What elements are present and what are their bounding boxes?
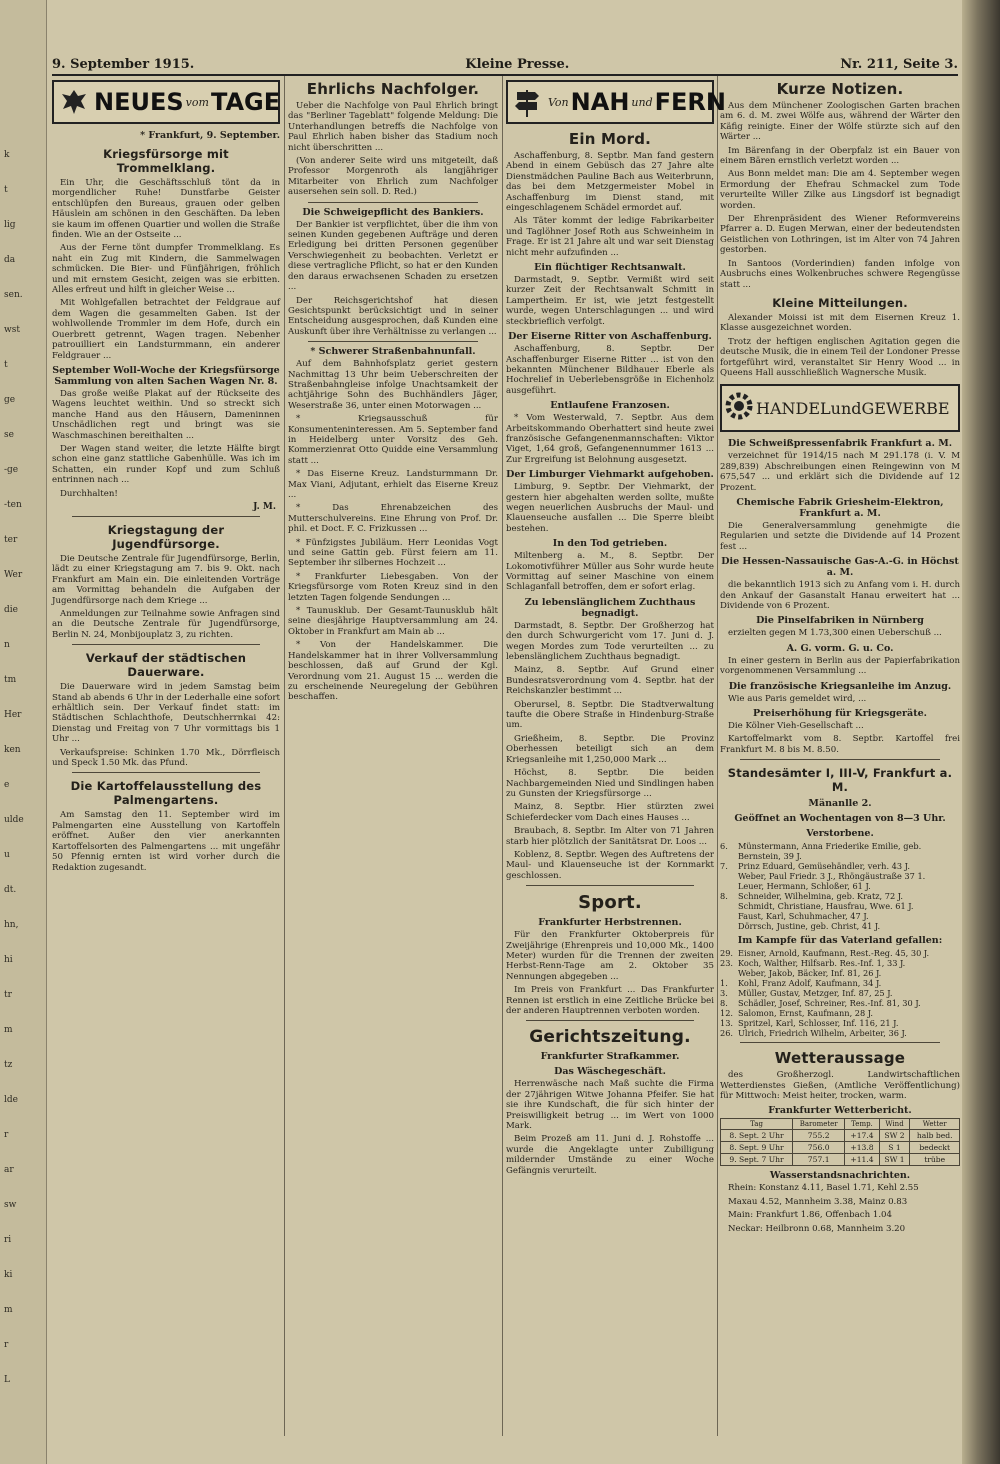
table-cell: trübe	[910, 1154, 960, 1166]
article-subtitle: Frankfurter Strafkammer.	[540, 1051, 680, 1063]
masthead-issue: Nr. 211, Seite 3.	[840, 57, 958, 72]
adjacent-page-fragment: -ten	[4, 500, 22, 510]
table-row	[721, 1154, 960, 1166]
list-item-number: 8.	[720, 891, 728, 902]
article-title: Die Schweißpressenfabrik Frankfurt a. M.	[727, 438, 953, 450]
table-header-cell: Barometer	[793, 1119, 845, 1130]
article-body	[506, 1079, 714, 1176]
list-item-text: Müller, Gustav, Metzger, Inf. 87, 25 J.	[738, 988, 893, 999]
paragraph: * Fünfzigstes Jubiläum. Herr Leonidas Vogt und seine Gattin geb. Fürst feiern am 11. September ihr silbernes Hochzeit ...	[288, 537, 498, 569]
table-cell: bedeckt	[910, 1142, 960, 1154]
paragraph: * Kriegsausschuß für Konsumenteninteressen. Am 5. September fand in Heidelberg unter Vorsitz des Geh. Kommerzienrat Otto Quidde eine Versammlung statt ...	[288, 414, 498, 466]
section-title-part: vom	[185, 95, 209, 109]
column-3	[506, 76, 726, 1441]
list-item-number: 29.	[720, 948, 734, 959]
adjacent-page-fragment: k	[4, 150, 10, 160]
article-title: Chemische Fabrik Griesheim-Elektron, Frankfurt a. M.	[736, 496, 944, 519]
list-item-text: Weber, Jakob, Bäcker, Inf. 81, 26 J.	[738, 968, 882, 979]
adjacent-page-fragment: ri	[4, 1235, 12, 1245]
adjacent-page-fragment: t	[4, 185, 8, 195]
page-edge	[962, 0, 1000, 1464]
adjacent-page-fragment: Her	[4, 710, 22, 720]
list-item-text: Salomon, Ernst, Kaufmann, 28 J.	[738, 1008, 874, 1019]
adjacent-page-fragment: m	[4, 1305, 13, 1315]
list-heading: Im Kampfe für das Vaterland gefallen:	[737, 935, 943, 947]
article-title: Zu lebenslänglichem Zuchthaus begnadigt.	[524, 596, 696, 619]
paragraph: Aschaffenburg, 8. Septbr. Der Aschaffenburger Eiserne Ritter ... ist von den bekannten Münchener Bildhauer Eberle als Hochrelief in Ueberlebensgröße in Eichenholz ausgeführt.	[506, 344, 714, 396]
list-item-number: 8.	[720, 998, 728, 1009]
paragraph: Der Ehrenpräsident des Wiener Reformvereins Pfarrer a. D. Eugen Merwan, einer der bedeutendsten Geistlichen von Lothringen, ist im Alter von 74 Jahren gestorben.	[720, 214, 960, 256]
list-item-number	[720, 921, 738, 931]
list-item	[720, 861, 960, 871]
paragraph: Wie aus Paris gemeldet wird, ...	[728, 693, 867, 704]
paragraph: Oberursel, 8. Septbr. Die Stadtverwaltung taufte die Obere Straße in Hindenburg-Straße um.	[506, 699, 714, 731]
paragraph: * Das Eiserne Kreuz. Landsturmmann Dr. Max Viani, Adjutant, erhielt das Eiserne Kreuz ...	[288, 469, 498, 500]
adjacent-page-fragment: L	[4, 1375, 10, 1385]
paragraph: Durchhalten!	[60, 488, 118, 499]
section-title-part: HANDEL	[756, 398, 831, 418]
list-item	[720, 1028, 960, 1038]
weather-forecast: des Großherzogl. Landwirtschaftlichen Wetterdienstes Gießen, (Amtliche Veröffentlichung) für Mittwoch: Meist heiter, trocken, warm.	[720, 1070, 960, 1102]
paragraph: Auf dem Bahnhofsplatz geriet gestern Nachmittag 13 Uhr beim Ueberschreiten der Straßenbahngleise infolge Unachtsamkeit der achtjährige Sohn des Buchhändlers Jäger, Weserstraße 36, unter einen Motorwagen ...	[288, 359, 498, 411]
masthead	[52, 54, 958, 76]
paragraph: Aus Bonn meldet man: Die am 4. September wegen Ermordung der Ehefrau Schmackel zum Tode verurteilte Willer Zilke aus Lingsdorf ist begnadigt worden.	[720, 169, 960, 211]
table-row	[721, 1142, 960, 1154]
market-note: Kartoffelmarkt vom 8. Septbr. Kartoffel frei Frankfurt M. 8 bis M. 8.50.	[720, 734, 960, 755]
paragraph: Grießheim, 8. Septbr. Die Provinz Oberhessen beteiligt sich an dem Kriegsanleihe mit 1,250,000 Mark ...	[506, 733, 714, 765]
adjacent-page-fragment: t	[4, 360, 8, 370]
list-item-number: 13.	[720, 1018, 734, 1029]
table-cell: +13.8	[845, 1142, 879, 1154]
article-signature: J. M.	[253, 501, 276, 512]
paragraph: Miltenberg a. M., 8. Septbr. Der Lokomotivführer Müller aus Sohr wurde heute Vormittag auf seiner Maschine von einem Schlaganfall betroffen, dem er sofort erlag.	[506, 551, 714, 593]
column-rule	[717, 76, 718, 1436]
article-title: Kurze Notizen.	[776, 80, 904, 98]
list-item	[720, 988, 960, 998]
article-title: Kleine Mitteilungen.	[772, 295, 908, 310]
list-item-number: 26.	[720, 1028, 734, 1039]
section-header-von-nah-und-fern	[506, 80, 726, 124]
paragraph: Trotz der heftigen englischen Agitation gegen die deutsche Musik, die in einem Teil der Londoner Presse fortgeführt wird, veranstaltet Sir Henry Wood ... in Queens Hall ausschließlich Wagnersche Musik.	[720, 336, 960, 378]
adjacent-page-fragment: se	[4, 430, 14, 440]
article-body	[720, 313, 960, 378]
death-notice-list	[720, 841, 960, 931]
list-item-text: Weber, Paul Friedr. 3 J., Rhöngäustraße 37 1.	[738, 871, 926, 882]
paragraph: Aus dem Münchener Zoologischen Garten brachen am 6. d. M. zwei Wölfe aus, während der Wärter den Käfig reinigte. Einer der Wölfe stürzte sich auf den Wärter ...	[720, 101, 960, 143]
column-1	[52, 76, 280, 1441]
section-title-court: Gerichtszeitung.	[529, 1027, 691, 1048]
article-title: Kriegsfürsorge mit Trommelklang.	[103, 147, 229, 175]
paragraph: Der Reichsgerichtshof hat diesen Gesichtspunkt berücksichtigt und in seiner Entscheidung ausgesprochen, daß Kunden eine Auskunft über ihre Verhältnisse zu verlangen ...	[288, 295, 498, 337]
adjacent-page-fragment: sen.	[4, 290, 23, 300]
article-title: Die Kartoffelausstellung des Palmengartens.	[70, 779, 262, 808]
list-item-number	[720, 901, 738, 911]
paragraph: Die Deutsche Zentrale für Jugendfürsorge, Berlin, lädt zu einer Kriegstagung am 7. bis 9. Okt. nach Frankfurt am Main ein. Die einleitenden Vorträge am Vormittag behandeln die Aufgaben der Jugendfürsorge nach dem Kriege ...	[52, 553, 280, 606]
list-item-text: Faust, Karl, Schuhmacher, 47 J.	[738, 911, 869, 922]
list-item	[720, 1008, 960, 1018]
table-cell: 8. Sept. 2 Uhr	[721, 1130, 793, 1142]
list-item-text: Prinz Eduard, Gemüsehändler, verh. 43 J.	[738, 861, 910, 872]
paragraph: In einer gestern in Berlin aus der Papierfabrikation vorgenommenen Versammlung ...	[720, 655, 960, 677]
column-2	[288, 76, 498, 1441]
paragraph: Darmstadt, 9. Septbr. Vermißt wird seit kurzer Zeit der Rechtsanwalt Schmitt in Lampertheim. Er ist, wie jetzt festgestellt wurde, wegen Unterschlagungen ... und wird steckbrieflich verfolgt.	[506, 275, 714, 327]
paragraph: * Taunusklub. Der Gesamt-Taunusklub hält seine diesjährige Hauptversammlung am 24. Oktober in Frankfurt am Main ab ...	[288, 606, 498, 637]
paragraph: Herrenwäsche nach Maß suchte die Firma der 27jährigen Witwe Johanna Pfeifer. Sie hat sie ihre Kundschaft, die für sich hinter der Preiswilligkeit betrug ... im Wert von 1000 Mark.	[506, 1079, 714, 1132]
adjacent-page-fragment: Wer	[4, 570, 23, 580]
paragraph: Am Samstag den 11. September wird im Palmengarten eine Ausstellung von Kartoffeln eröffnet. Außer den vier anerkannten Kartoffelsorten des Palmengartens ... mit ungefähr 50 Pfennig ernten ist wird vorher durch die Redaktion zugesandt.	[52, 810, 280, 873]
paragraph: Der Bankier ist verpflichtet, über die ihm von seinen Kunden gegebenen Aufträge und deren Erledigung bei dritten Personen gegenüber Verschwiegenheit zu beobachten. Verletzt er diese vertragliche Pflicht, so hat er den Kunden den daraus erwachsenen Schaden zu ersetzen ...	[288, 219, 498, 293]
water-level-list	[720, 1183, 960, 1234]
list-item-text: Dörrsch, Justine, geb. Christ, 41 J.	[738, 921, 881, 932]
article-body	[506, 275, 714, 327]
column-rule	[502, 76, 503, 1436]
paragraph: Maxau 4.52, Mannheim 3.38, Mainz 0.83	[728, 1196, 908, 1207]
list-item-text: Leuer, Hermann, Schloßer, 61 J.	[738, 881, 871, 892]
table-header-cell: Temp.	[845, 1119, 879, 1130]
paragraph: Anmeldungen zur Teilnahme sowie Anfragen sind an die Deutsche Zentrale für Jugendfürsorge, Berlin N. 24, Monbijouplatz 3, zu richten.	[52, 609, 280, 640]
adjacent-page-fragment: wst	[4, 325, 20, 335]
list-item	[720, 901, 960, 911]
list-item-number: 7.	[720, 861, 728, 872]
list-item-number: 12.	[720, 1008, 734, 1019]
article-body	[720, 580, 960, 611]
article-body	[506, 344, 714, 396]
table-title: Frankfurter Wetterbericht.	[768, 1105, 912, 1117]
article-body	[506, 413, 714, 465]
article-body	[288, 359, 498, 703]
paragraph: Darmstadt, 8. Septbr. Der Großherzog hat den durch Schwurgericht vom 17. Juni d. J. wegen Mordes zum Tode verurteilten ... zu lebenslänglichem Zuchthaus begnadigt.	[506, 620, 714, 663]
masthead-date: 9. September 1915.	[52, 57, 195, 72]
article-notice: September Woll-Woche der Kriegsfürsorge Sammlung von alten Sachen Wagen Nr. 8.	[52, 364, 280, 387]
table-header-cell: Tag	[721, 1119, 793, 1130]
article-body	[506, 151, 714, 258]
adjacent-page-fragment: lde	[4, 1095, 18, 1105]
paragraph: Die Kölner Vieh-Gesellschaft ...	[728, 721, 864, 732]
paragraph: Das große weiße Plakat auf der Rückseite des Wagens leuchtet weithin. Und so streckt sich manche Hand aus den Häusern, Dameninnen Unschädlichen regt und bringt was sie Waschmaschinen bereithalten ...	[52, 388, 280, 441]
paragraph: (Von anderer Seite wird uns mitgeteilt, daß Professor Morgenroth als langjähriger Mitarbeiter von Ehrlich zum Nachfolger ausersehen sein soll. D. Red.)	[288, 156, 498, 198]
table-cell: +17.4	[845, 1130, 879, 1142]
paragraph: Aschaffenburg, 8. Septbr. Man fand gestern Abend in einem Gebüsch das 27 Jahre alte Dienstmädchen Pauline Bach aus Weiterbrunn, das bei dem Metzgermeister Mobel in Aschaffenburg im Dienst stand, mit eingeschlagenem Schädel ermordet auf.	[506, 151, 714, 214]
paragraph: Als Täter kommt der ledige Fabrikarbeiter und Taglöhner Josef Roth aus Schweinheim in Frage. Er ist 21 Jahre alt und war seit Dienstag nicht mehr aufzufinden ...	[506, 216, 714, 258]
article-body	[52, 178, 280, 361]
article-title: Die Hessen-Nassauische Gas-A.-G. in Höchst a. M.	[721, 556, 959, 579]
section-title-part: NEUES	[94, 88, 184, 116]
list-item	[720, 911, 960, 921]
paragraph: Mit Wohlgefallen betrachtet der Feldgraue auf dem Wagen die gesammelten Gaben. Ist der wohlwollende Trommler im dem Hofe, durch ein Ouerbrett getrennt, Wagen tragen. Nebenher patrouilliert ein Landsturmmann, ein anderer Feldgrauer ...	[52, 298, 280, 361]
paragraph: Limburg, 9. Septbr. Der Viehmarkt, der gestern hier abgehalten werden sollte, mußte wegen neuerlichen Ausbruchs der Maul- und Klauenseuche ausfallen ... Die Sperre bleibt bestehen.	[506, 482, 714, 534]
adjacent-page-fragment: dt.	[4, 885, 17, 895]
list-item-number: 23.	[720, 958, 734, 969]
table-cell: 9. Sept. 7 Uhr	[721, 1154, 793, 1166]
list-item	[720, 881, 960, 891]
list-item	[720, 958, 960, 968]
section-title-part: und	[631, 95, 653, 109]
table-cell: SW 1	[879, 1154, 910, 1166]
divider	[72, 772, 260, 773]
article-body	[720, 694, 960, 704]
column-rule	[284, 76, 285, 1436]
paragraph: Main: Frankfurt 1.86, Offenbach 1.04	[728, 1210, 892, 1221]
adjacent-page-fragment: -ge	[4, 465, 19, 475]
list-item	[720, 891, 960, 901]
section-title-part: GEWERBE	[861, 398, 950, 418]
list-item-text: Koch, Walther, Hilfsarb. Res.-Inf. 1, 33 J.	[738, 958, 906, 969]
table-cell: S 1	[879, 1142, 910, 1154]
article-body	[720, 656, 960, 677]
list-item	[720, 1018, 960, 1028]
paragraph: Höchst, 8. Septbr. Die beiden Nachbargemeinden Nied und Sindlingen haben zu Gunsten der Kriegsfürsorge ...	[506, 768, 714, 799]
article-body	[720, 101, 960, 290]
table-cell: 757.1	[793, 1154, 845, 1166]
adjacent-page-fragment: ken	[4, 745, 21, 755]
section-title-part: FERN	[654, 88, 726, 116]
adjacent-page-fragment: die	[4, 605, 18, 615]
section-title-part: NAH	[570, 88, 630, 116]
adjacent-page-fragment: n	[4, 640, 10, 650]
article-body	[720, 521, 960, 552]
list-item	[720, 998, 960, 1008]
paragraph: Aus der Ferne tönt dumpfer Trommelklang. Es naht ein Zug mit Kindern, die Sammelwagen schmücken. Die Bier- und Fünfjährigen, fröhlich und mit ernstem Gesicht, zeigen was sie erbitten. Alles erfreut und hilft in gleicher Weise ...	[52, 243, 280, 296]
divider	[72, 516, 260, 517]
table-header-cell: Wetter	[910, 1119, 960, 1130]
paragraph: die bekanntlich 1913 sich zu Anfang vom i. H. durch den Ankauf der Gasanstalt Hanau erweitert hat ... Dividende von 6 Prozent.	[720, 580, 960, 611]
table-cell: 756.0	[793, 1142, 845, 1154]
article-title: A. G. vorm. G. u. Co.	[786, 642, 894, 654]
article-title: Der Eiserne Ritter von Aschaffenburg.	[508, 331, 712, 343]
article-body	[506, 551, 714, 593]
list-item-number	[720, 911, 738, 921]
article-title: Die Schweigepflicht des Bankiers.	[302, 206, 484, 218]
paragraph: * Von der Handelskammer. Die Handelskammer hat in ihrer Vollversammlung beschlossen, daß auf Grund der Kgl. Verordnung vom 21. August 15 ... werden die zu erscheinende Neuregelung der Gebühren beschaffen.	[288, 640, 498, 703]
article-title: Ehrlichs Nachfolger.	[306, 80, 480, 98]
paragraph: * Frankfurter Liebesgaben. Von der Kriegsfürsorge vom Roten Kreuz sind in den letzten Tagen folgende Sendungen ...	[288, 571, 498, 603]
table-cell: SW 2	[879, 1130, 910, 1142]
article-body	[52, 554, 280, 640]
paragraph: Mainz, 8. Septbr. Auf Grund einer Bundesratsverordnung vom 4. Septbr. hat der Reichskanzler bestimmt ...	[506, 665, 714, 697]
list-item	[720, 948, 960, 958]
adjacent-page-fragment: m	[4, 1025, 13, 1035]
list-item-number	[720, 968, 738, 978]
adjacent-page-fragment: sw	[4, 1200, 17, 1210]
paragraph: Im Bärenfang in der Oberpfalz ist ein Bauer von einem Bären ernstlich verletzt worden ...	[720, 145, 960, 167]
list-item-text: Schneider, Wilhelmina, geb. Kratz, 72 J.	[738, 891, 904, 902]
article-body	[52, 810, 280, 872]
adjacent-page-fragment: ulde	[4, 815, 24, 825]
column-4	[720, 76, 960, 1441]
adjacent-page-fragment: tm	[4, 675, 17, 685]
table-header-cell: Wind	[879, 1119, 910, 1130]
article-body	[288, 101, 498, 198]
divider	[308, 202, 478, 203]
divider	[526, 1020, 694, 1021]
article-title: Standesämter I, III-V, Frankfurt a. M.	[727, 766, 953, 795]
list-item-text: Schmidt, Christiane, Hausfrau, Wwe. 61 J.	[738, 901, 914, 912]
article-title: Kriegstagung der Jugendfürsorge.	[107, 522, 225, 551]
article-title: Ein Mord.	[568, 130, 652, 148]
adjacent-page-fragment: r	[4, 1340, 9, 1350]
table-body	[721, 1130, 960, 1166]
article-body	[720, 628, 960, 638]
list-item	[720, 841, 960, 861]
article-title: In den Tod getrieben.	[552, 538, 668, 550]
list-item-number	[720, 881, 738, 891]
paragraph: Mainz, 8. Septbr. Hier stürzten zwei Schieferdecker vom Dach eines Hauses ...	[506, 802, 714, 823]
adjacent-page-fragment: e	[4, 780, 10, 790]
adjacent-page-fragment: hn,	[4, 920, 19, 930]
divider	[72, 644, 260, 645]
paragraph: Der Wagen stand weiter, die letzte Hälfte birgt schon eine ganz stattliche Gabenhülle. Was ich im Schatten, ein runder Kopf und zum Schluß entrinnen nach ...	[52, 443, 280, 486]
list-item-text: Ulrich, Friedrich Wilhelm, Arbeiter, 36 J.	[738, 1028, 907, 1039]
article-title: Preiserhöhung für Kriegsgeräte.	[753, 708, 927, 720]
adjacent-page-fragment: ki	[4, 1270, 13, 1280]
list-item	[720, 921, 960, 931]
article-body	[52, 389, 280, 499]
paragraph: Die Generalversammlung genehmigte die Regularien und setzte die Dividende auf 14 Prozent fest ...	[720, 520, 960, 552]
adjacent-page-fragment: ge	[4, 395, 16, 405]
article-title: * Schwerer Straßenbahnunfall.	[310, 346, 476, 358]
gear-icon	[722, 389, 756, 427]
article-title: Der Limburger Viehmarkt aufgehoben.	[506, 469, 714, 481]
list-item	[720, 871, 960, 881]
list-item-number: 3.	[720, 988, 728, 999]
list-heading: Verstorbene.	[806, 828, 874, 840]
fallen-soldiers-list	[720, 948, 960, 1038]
list-item-text: Schädler, Josef, Schreiner, Res.-Inf. 81, 30 J.	[738, 998, 921, 1009]
adjacent-page-fragment: lig	[4, 220, 16, 230]
list-item-number: 1.	[720, 978, 728, 989]
article-title: Die französische Kriegsanleihe im Anzug.	[728, 680, 952, 692]
eagle-crest-icon	[60, 87, 88, 117]
article-body	[288, 220, 498, 337]
paragraph: Für den Frankfurter Oktoberpreis für Zweijährige (Ehrenpreis und 10,000 Mk., 1400 Meter) wurden für die Trennen der zweiten Herbst-Renn-Tage am 2. Oktober 35 Nennungen abgegeben ...	[506, 930, 714, 982]
list-item	[720, 978, 960, 988]
section-title-part: Von	[548, 95, 569, 109]
paragraph: Im Preis von Frankfurt ... Das Frankfurter Rennen ist erstlich in eine Zeitliche Brücke bei der anderen Hauptrennen verboten worden.	[506, 985, 714, 1016]
list-item-number	[720, 871, 738, 881]
article-title: Verkauf der städtischen Dauerware.	[85, 651, 247, 680]
adjacent-page-fragment: ter	[4, 535, 18, 545]
article-subtitle: Geöffnet an Wochentagen von 8—3 Uhr.	[734, 813, 946, 825]
paragraph: Neckar: Heilbronn 0.68, Mannheim 3.20	[728, 1223, 906, 1234]
adjacent-page-fragment: tz	[4, 1060, 13, 1070]
paragraph: Die Dauerware wird in jedem Samstag beim Stand ab abends 6 Uhr in der Lederhalle eine sofort erhältlich sein. Der Verkauf findet statt: im Städtischen Schlachthofe, Deutschherrnkai 42: Dienstag und Freitag von 7 Uhr vormittags bis 1 Uhr ...	[52, 682, 280, 745]
paragraph: * Das Ehrenabzeichen des Mutterschulvereins. Eine Ehrung von Prof. Dr. phil. et Doct. F. C. Frizkussen ...	[288, 503, 498, 535]
masthead-paper: Kleine Presse.	[465, 57, 570, 72]
dateline: * Frankfurt, 9. September.	[140, 130, 280, 141]
adjacent-page-fragment: hi	[4, 955, 13, 965]
paragraph: verzeichnet für 1914/15 nach M 291.178 (i. V. M 289,839) Abschreibungen einen Reingewinn von M 675,547 ... und erklärt sich die Dividende auf 12 Prozent.	[720, 451, 960, 493]
paragraph: Ein Uhr, die Geschäftsschluß tönt da in morgendlicher Ruhe! Dunstfarbe Geister entschlüpfen den Bureaus, grauen oder gelben Häuslein am schönen in den Geschäften. Da leben sie kaum im offenen Quartier und wollen die Straße finden. Wie an der Ostseite ...	[52, 178, 280, 241]
table-cell: 755.2	[793, 1130, 845, 1142]
article-title: Entlaufene Franzosen.	[550, 400, 670, 412]
section-header-handel-und-gewerbe	[720, 384, 960, 432]
list-item-text: Eisner, Arnold, Kaufmann, Rest.-Reg. 45, 30 J.	[738, 948, 930, 959]
section-title-part: TAGE	[210, 88, 281, 116]
paragraph: Braubach, 8. Septbr. Im Alter von 71 Jahren starb hier plötzlich der Sanitätsrat Dr. Loos ...	[506, 826, 714, 847]
article-title: Frankfurter Herbstrennen.	[538, 917, 682, 929]
article-body	[720, 451, 960, 493]
section-header-neues-vom-tage	[52, 80, 280, 124]
section-title-part: und	[830, 398, 862, 418]
article-body	[720, 721, 960, 731]
list-item-text: Kohl, Franz Adolf, Kaufmann, 34 J.	[738, 978, 882, 989]
section-title-sport: Sport.	[578, 892, 642, 914]
article-title: Die Pinselfabriken in Nürnberg	[756, 615, 924, 627]
table-cell: 8. Sept. 9 Uhr	[721, 1142, 793, 1154]
paragraph: Alexander Moissi ist mit dem Eisernen Kreuz 1. Klasse ausgezeichnet worden.	[720, 312, 960, 334]
article-body	[506, 930, 714, 1016]
paragraph: Ueber die Nachfolge von Paul Ehrlich bringt das "Berliner Tageblatt" folgende Meldung: Die Unterhandlungen betreffs die Nachfolge von Paul Ehrlich haben bisher das Stadium noch nicht überschritten ...	[288, 101, 498, 153]
paragraph: * Vom Westerwald, 7. Septbr. Aus dem Arbeitskommando Oberhattert sind heute zwei französische Gefangenenmannschaften: Viktor Viget, 1,64 groß, Gefangenennummer 1613 ... Zur Ergreifung ist Belohnung ausgesetzt.	[506, 413, 714, 465]
article-subtitle: Mänanlle 2.	[808, 798, 872, 810]
article-body	[506, 621, 714, 881]
paragraph: Koblenz, 8. Septbr. Wegen des Auftretens der Maul- und Klauenseuche ist der Kornmarkt geschlossen.	[506, 849, 714, 881]
adjacent-page-fragment: u	[4, 850, 10, 860]
list-item	[720, 968, 960, 978]
adjacent-page-fragment: ar	[4, 1165, 14, 1175]
table-cell: halb bed.	[910, 1130, 960, 1142]
adjacent-page-fragment: r	[4, 1130, 9, 1140]
table-header-row	[721, 1119, 960, 1130]
list-item-text: Spritzel, Karl, Schlosser, Inf. 116, 21 J.	[738, 1018, 899, 1029]
divider	[740, 759, 940, 760]
article-title: Wasserstandsnachrichten.	[769, 1170, 911, 1182]
article-title: Wetteraussage	[774, 1049, 906, 1068]
divider	[740, 1042, 940, 1043]
list-item-text: Münstermann, Anna Friederike Emilie, geb. Bernstein, 39 J.	[738, 841, 922, 862]
adjacent-page-fragment: da	[4, 255, 16, 265]
article-body	[506, 482, 714, 534]
paragraph: Beim Prozeß am 11. Juni d. J. Rohstoffe ... wurde die Angeklagte unter Zubilligung mildernder Umstände zu einer Woche Gefängnis verurteilt.	[506, 1134, 714, 1176]
adjacent-page-fragment: tr	[4, 990, 12, 1000]
list-item-number: 6.	[720, 841, 728, 852]
signpost-icon	[514, 87, 540, 117]
table-row	[721, 1130, 960, 1142]
divider	[308, 341, 478, 342]
paragraph: Rhein: Konstanz 4.11, Basel 1.71, Kehl 2.55	[728, 1183, 919, 1194]
paragraph: Verkaufspreise: Schinken 1.70 Mk., Dörrfleisch und Speck 1.50 Mk. das Pfund.	[52, 747, 280, 769]
paragraph: In Santoos (Vorderindien) fanden infolge von Ausbruchs eines Wolkenbruches schwere Regengüsse statt ...	[720, 258, 960, 290]
article-body	[52, 682, 280, 768]
article-title: Ein flüchtiger Rechtsanwalt.	[534, 262, 686, 274]
divider	[526, 885, 694, 886]
article-title: Das Wäschegeschäft.	[554, 1066, 666, 1078]
adjacent-page-strip	[0, 0, 47, 1464]
paragraph: erzielten gegen M 1.73,300 einen Ueberschuß ...	[728, 628, 942, 639]
table-cell: +11.4	[845, 1154, 879, 1166]
weather-table	[720, 1118, 960, 1166]
